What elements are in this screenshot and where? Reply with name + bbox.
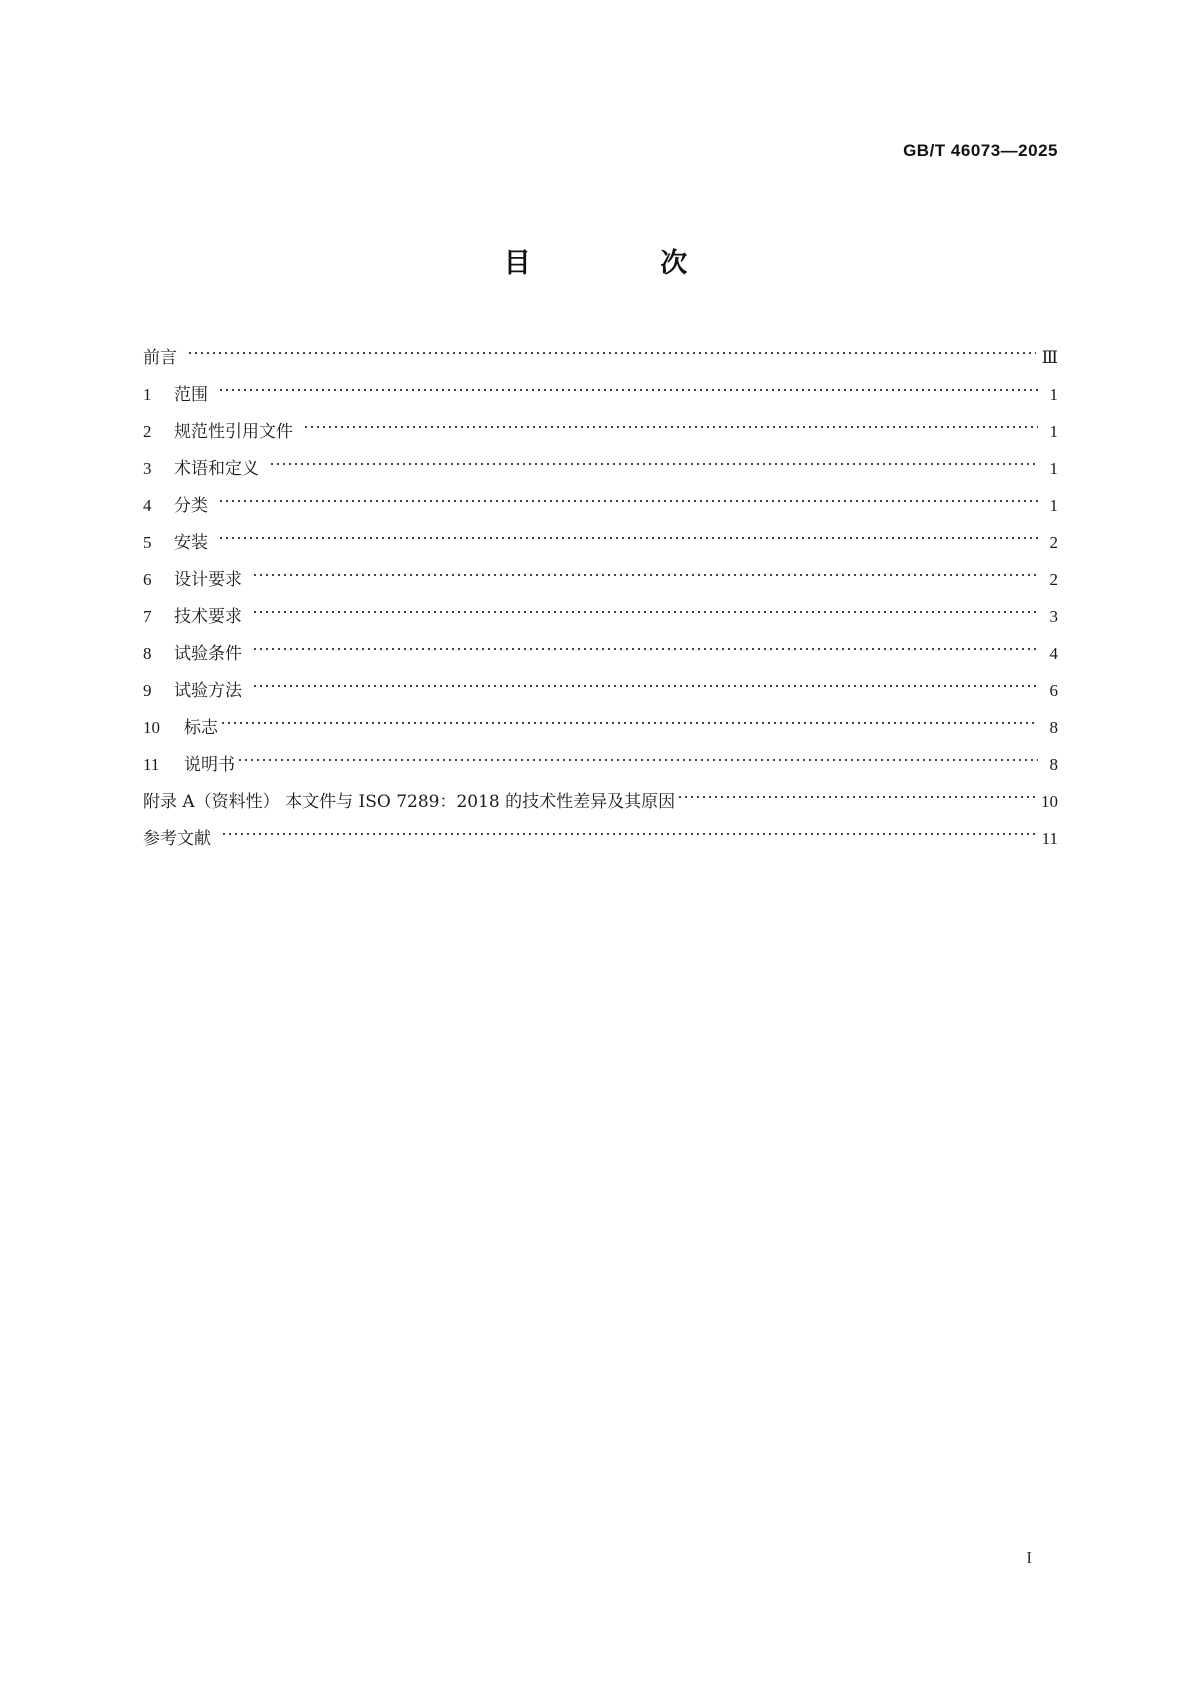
- toc-entry-bibliography[interactable]: [143, 820, 1058, 857]
- toc-entry-10[interactable]: [143, 709, 1058, 746]
- toc-entry-label: 分类: [174, 496, 208, 516]
- toc-leader-dots: [252, 569, 1038, 581]
- toc-leader-dots: [252, 643, 1038, 655]
- table-of-contents: [143, 339, 1058, 857]
- toc-entry-foreword[interactable]: [143, 339, 1058, 376]
- toc-entry-label: 规范性引用文件: [174, 422, 293, 442]
- toc-entry-page: 1: [1049, 385, 1058, 404]
- toc-entry-label: 说明书: [184, 755, 235, 775]
- toc-entry-number: 6: [143, 570, 152, 589]
- toc-entry-number: 7: [143, 607, 152, 626]
- toc-entry-number: 8: [143, 644, 152, 663]
- toc-entry-number: 10: [143, 718, 160, 737]
- toc-entry-number: 3: [143, 459, 152, 478]
- toc-leader-dots: [187, 347, 1036, 359]
- toc-entry-8[interactable]: [143, 635, 1058, 672]
- toc-entry-appendix-a[interactable]: [143, 783, 1058, 820]
- toc-entry-2[interactable]: [143, 413, 1058, 450]
- toc-entry-3[interactable]: [143, 450, 1058, 487]
- toc-entry-label: 前言: [143, 348, 177, 368]
- toc-leader-dots: [221, 828, 1036, 840]
- toc-leader-dots: [303, 421, 1038, 433]
- toc-leader-dots: [269, 458, 1038, 470]
- toc-leader-dots: [220, 717, 1038, 729]
- toc-entry-label: 参考文献: [143, 829, 211, 849]
- toc-leader-dots: [237, 754, 1038, 766]
- toc-entry-label: 范围: [174, 385, 208, 405]
- toc-entry-label: 附录 A（资料性） 本文件与 ISO 7289：2018 的技术性差异及其原因: [143, 792, 676, 812]
- toc-entry-page: 2: [1049, 570, 1058, 589]
- toc-leader-dots: [252, 606, 1038, 618]
- toc-entry-1[interactable]: [143, 376, 1058, 413]
- toc-entry-number: 4: [143, 496, 152, 515]
- toc-entry-page: 8: [1049, 718, 1058, 737]
- toc-entry-page: 1: [1049, 459, 1058, 478]
- toc-entry-label: 试验条件: [174, 644, 242, 664]
- toc-entry-page: 8: [1049, 755, 1058, 774]
- toc-entry-page: 11: [1041, 829, 1058, 848]
- toc-leader-dots: [677, 791, 1035, 803]
- toc-leader-dots: [218, 384, 1038, 396]
- toc-entry-page: 3: [1049, 607, 1058, 626]
- toc-entry-page: 6: [1049, 681, 1058, 700]
- toc-entry-4[interactable]: [143, 487, 1058, 524]
- toc-entry-label: 术语和定义: [174, 459, 259, 479]
- toc-entry-label: 安装: [174, 533, 208, 553]
- toc-entry-page: 4: [1049, 644, 1058, 663]
- toc-entry-number: 1: [143, 385, 152, 404]
- page-number: I: [1026, 1548, 1032, 1567]
- toc-entry-page: 10: [1041, 792, 1058, 811]
- toc-entry-number: 2: [143, 422, 152, 441]
- toc-entry-label: 标志: [184, 718, 218, 738]
- toc-entry-label: 技术要求: [174, 607, 242, 627]
- toc-leader-dots: [252, 680, 1038, 692]
- toc-leader-dots: [218, 532, 1038, 544]
- toc-entry-9[interactable]: [143, 672, 1058, 709]
- toc-entry-7[interactable]: [143, 598, 1058, 635]
- toc-entry-label: 设计要求: [174, 570, 242, 590]
- toc-entry-5[interactable]: [143, 524, 1058, 561]
- toc-entry-number: 9: [143, 681, 152, 700]
- toc-entry-page: 1: [1049, 422, 1058, 441]
- toc-entry-page: 1: [1049, 496, 1058, 515]
- standard-number: GB/T 46073—2025: [903, 141, 1058, 160]
- toc-entry-6[interactable]: [143, 561, 1058, 598]
- toc-leader-dots: [218, 495, 1038, 507]
- toc-entry-11[interactable]: [143, 746, 1058, 783]
- toc-entry-page: 2: [1049, 533, 1058, 552]
- toc-entry-number: 11: [143, 755, 160, 774]
- toc-entry-page: Ⅲ: [1041, 348, 1058, 367]
- page-title: 目 次: [503, 248, 748, 279]
- toc-entry-number: 5: [143, 533, 152, 552]
- toc-entry-label: 试验方法: [174, 681, 242, 701]
